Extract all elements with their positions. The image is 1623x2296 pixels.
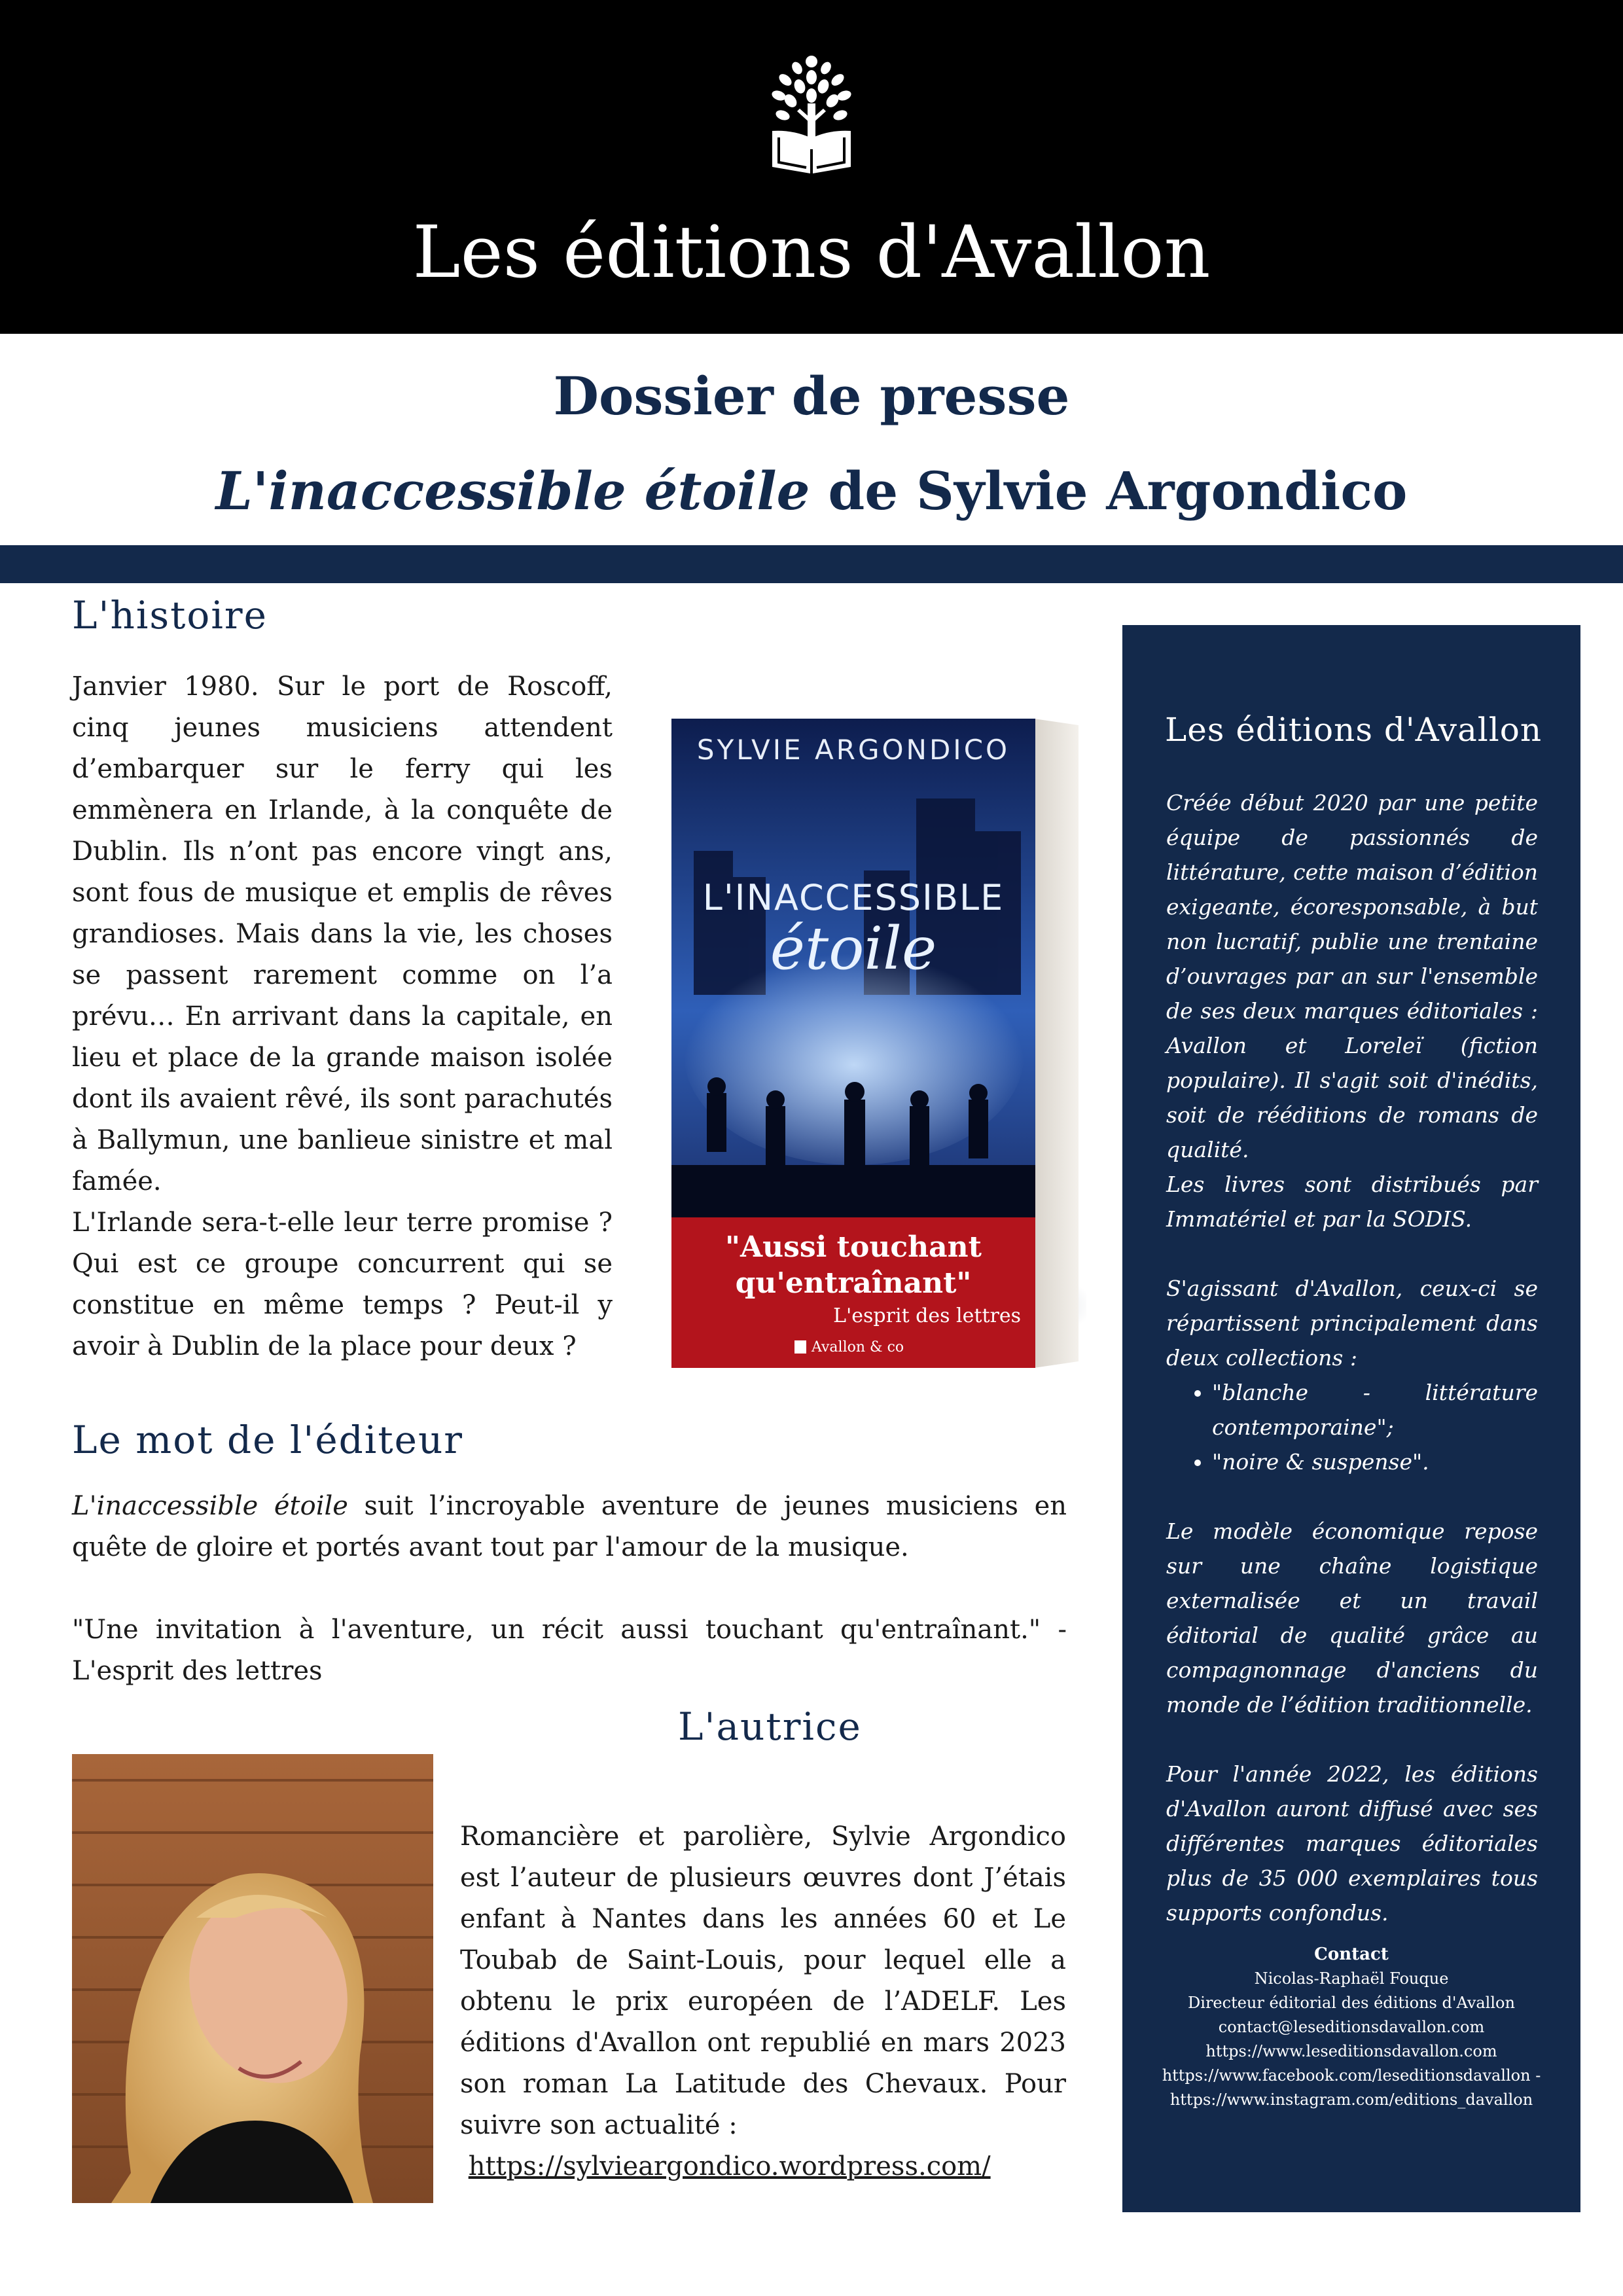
editeur-book-title: L'inaccessible étoile	[72, 1491, 348, 1521]
section-heading-editeur: Le mot de l'éditeur	[72, 1418, 464, 1462]
section-heading-histoire: L'histoire	[72, 593, 268, 637]
histoire-paragraph: L'Irlande sera-t-elle leur terre promise ? Qui est ce groupe concurrent qui se constitue en même temps ? Peut-il y avoir à Dublin de la place pour deux ?	[72, 1208, 613, 1361]
sidebar-paragraph: Pour l'année 2022, les éditions d'Avallon auront diffusé avec ses différentes marques éditoriales plus de 35 000 exemplaires tous supports confondus.	[1166, 1761, 1538, 1926]
author-website-link[interactable]: https://sylvieargondico.wordpress.com/	[468, 2151, 991, 2181]
contact-email[interactable]: contact@leseditionsdavallon.com	[1218, 2018, 1485, 2036]
sidebar-paragraph: Créée début 2020 par une petite équipe de passionnés de littérature, cette maison d’édition exigeante, écoresponsable, à but non lucratif, publie une trentaine d’ouvrages par an sur l'ensemble de ses deux marques éditoriales : Avallon et Loreleï (fiction populaire). Il s'agit soit d'inédits, soit de rééditions de romans de qualité.	[1166, 790, 1538, 1162]
editeur-text	[72, 1486, 1067, 1692]
sidebar-text	[1166, 785, 1538, 1930]
editeur-paragraph	[72, 1486, 1067, 1568]
contact-role: Directeur éditorial des éditions d'Avallon	[1188, 1994, 1515, 2012]
book-author: de Sylvie Argondico	[810, 460, 1408, 522]
divider-band	[0, 545, 1623, 583]
brand-title: Les éditions d'Avallon	[412, 210, 1211, 294]
collections-list	[1166, 1375, 1538, 1479]
cover-author: SYLVIE ARGONDICO	[696, 734, 1010, 766]
histoire-paragraph: Janvier 1980. Sur le port de Roscoff, cinq jeunes musiciens attendent d’embarquer sur le ferry qui les emmènera en Irlande, à la conquête de Dublin. Ils n’ont pas encore vingt ans, sont fous de musique et emplis de rêves grandioses. Mais dans la vie, les choses se passent rarement comme on l’a prévu… En arrivant dans la capitale, en lieu et place de la grande maison isolée dont ils avaient rêvé, ils sont parachutés à Ballymun, une banlieue sinistre et mal famée.	[72, 672, 613, 1196]
book-cover-image	[668, 713, 1086, 1374]
contact-facebook[interactable]: https://www.facebook.com/leseditionsdavallon -	[1162, 2066, 1541, 2085]
cover-publisher: Avallon & co	[812, 1339, 904, 1355]
page-subtitle	[0, 452, 1623, 530]
sidebar-paragraph: Le modèle économique repose sur une chaîne logistique externalisée et un travail éditorial de qualité grâce au compagnonnage d'anciens du monde de l’édition traditionnelle.	[1166, 1518, 1538, 1717]
author-photo	[72, 1754, 433, 2203]
sidebar-paragraph: Les livres sont distribués par Immatériel et par la SODIS.	[1166, 1172, 1538, 1232]
histoire-text	[72, 666, 613, 1367]
editeur-paragraph-rest: suit l’incroyable aventure de jeunes musiciens en quête de gloire et portés avant tout par l'amour de la musique.	[72, 1491, 1067, 1562]
contact-instagram[interactable]: https://www.instagram.com/editions_davallon	[1169, 2090, 1533, 2109]
cover-quote-source: L'esprit des lettres	[833, 1304, 1021, 1327]
contact-block	[1132, 1943, 1571, 2112]
list-item: • "noire & suspense".	[1212, 1444, 1538, 1479]
cover-title-bottom: étoile	[770, 914, 937, 983]
section-heading-autrice: L'autrice	[678, 1704, 862, 1749]
autrice-bio-text: Romancière et parolière, Sylvie Argondico est l’auteur de plusieurs œuvres dont J’étais enfant à Nantes dans les années 60 et Le Toubab de Saint-Louis, pour lequel elle a obtenu le prix européen de l’ADELF. Les éditions d'Avallon ont republié en mars 2023 son roman La Latitude des Chevaux. Pour suivre son actualité :	[460, 1821, 1066, 2140]
page-title: Dossier de presse	[553, 365, 1070, 427]
contact-name: Nicolas-Raphaël Fouque	[1254, 1969, 1449, 1988]
list-item: • "blanche - littérature contemporaine";	[1212, 1375, 1538, 1444]
autrice-bio	[460, 1816, 1066, 2187]
cover-quote-line-2: qu'entraînant"	[735, 1266, 972, 1300]
sidebar-title: Les éditions d'Avallon	[1165, 711, 1543, 749]
contact-website[interactable]: https://www.leseditionsdavallon.com	[1205, 2042, 1497, 2060]
sidebar-paragraph: S'agissant d'Avallon, ceux-ci se répartissent principalement dans deux collections :	[1166, 1276, 1538, 1371]
contact-heading: Contact	[1314, 1945, 1389, 1964]
tree-book-logo-icon	[759, 52, 864, 177]
cover-quote-line-1: "Aussi touchant	[725, 1230, 982, 1264]
editeur-quote: "Une invitation à l'aventure, un récit aussi touchant qu'entraînant." - L'esprit des lettres	[72, 1615, 1067, 1686]
book-title: L'inaccessible étoile	[215, 460, 810, 522]
cover-title-top: L'INACCESSIBLE	[702, 877, 1005, 918]
